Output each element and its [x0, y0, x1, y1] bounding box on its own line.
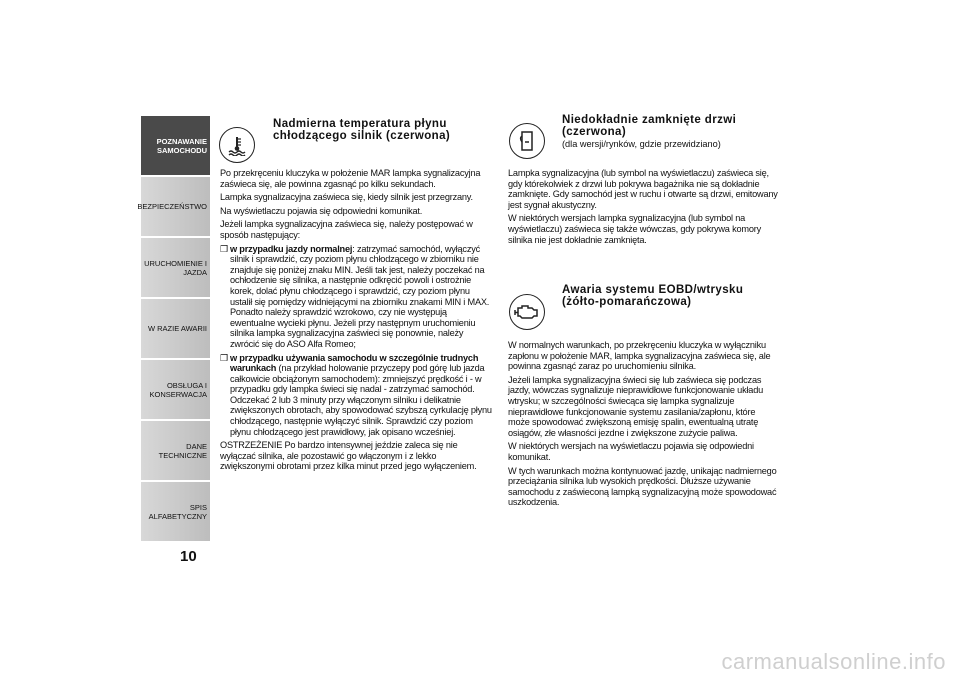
section-title-doors: Niedokładnie zamknięte drzwi (czerwona) — [562, 114, 737, 138]
paragraph: Lampka sygnalizacyjna zaświeca się, kiedy silnik jest przegrzany. — [220, 192, 473, 203]
section-title-eobd: Awaria systemu EOBD/wtrysku (żółto-pomarańczowa) — [562, 284, 744, 308]
paragraph: W niektórych wersjach lampka sygnalizacyjna (lub symbol na wyświetlaczu) zaświeca się także wówczas, gdy pokrywa komory silnika nie jest dokładnie zamknięta. — [508, 213, 761, 245]
engine-check-icon — [509, 294, 545, 330]
coolant-temperature-icon — [219, 127, 255, 163]
watermark: carmanualsonline.info — [721, 649, 946, 674]
tab-uruchomienie-jazda[interactable]: URUCHOMIENIE I JAZDA — [141, 238, 210, 297]
paragraph: Jeżeli lampka sygnalizacyjna zaświeca się, należy postępować w sposób następujący: — [220, 219, 473, 240]
chapter-sidebar — [137, 116, 210, 543]
checkbox-bullet-icon: ❒ — [220, 243, 228, 254]
section-subtitle-doors: (dla wersji/rynków, gdzie przewidziano) — [562, 139, 721, 149]
list-item — [220, 244, 492, 350]
list-item — [220, 353, 492, 438]
list-item-lead: w przypadku używania samochodu w szczególnie trudnych warunkach — [230, 352, 479, 374]
paragraph: Po przekręceniu kluczyka w położenie MAR lampka sygnalizacyjna zaświeca się, ale powinna zgasnąć po kilku sekundach. — [220, 168, 481, 189]
paragraph: W niektórych wersjach na wyświetlaczu pojawia się odpowiedni komunikat. — [508, 441, 754, 462]
paragraph: W normalnych warunkach, po przekręceniu kluczyka w wyłączniku zapłonu w położenie MAR, lampka sygnalizacyjna zaświeca się, ale powinna zgasnąć zaraz po uruchomieniu silnika. — [508, 340, 771, 372]
warning-paragraph: OSTRZEŻENIE Po bardzo intensywnej jeździe zaleca się nie wyłączać silnika, ale pozostawić go włączonym i z lekko zwiększonymi obrotami przez kilka minut przed jego wyłączeniem. — [220, 440, 477, 472]
tab-w-razie-awarii[interactable]: W RAZIE AWARII — [141, 299, 210, 358]
section-body-coolant — [220, 168, 492, 475]
section-body-doors — [508, 168, 778, 248]
tab-dane-techniczne[interactable]: DANE TECHNICZNE — [141, 421, 210, 480]
door-open-icon — [509, 123, 545, 159]
checkbox-bullet-icon: ❒ — [220, 352, 228, 363]
tab-spis-alfabetyczny[interactable]: SPIS ALFABETYCZNY — [141, 482, 210, 541]
list-item-text: (na przykład holowanie przyczepy pod górę lub jazda całkowicie obciążonym samochodem): zmniejszyć prędkość i - w przypadku gdy lampka świeci się nadal - zatrzymać samochód. Odczekać 2 lub 3 minuty przy włączonym silniku i delikatnie zwiększonych obrotach, aby spowodować szybszą cyrkulację płynu chłodzącego, następnie wyłączyć silnik. Sprawdzić czy poziom płynu chłodzącego jest prawidłowy, jak opisano wcześniej. — [230, 363, 492, 437]
page-number: 10 — [180, 548, 197, 565]
section-title-coolant: Nadmierna temperatura płynu chłodzącego silnik (czerwona) — [273, 118, 451, 142]
paragraph: Na wyświetlaczu pojawia się odpowiedni komunikat. — [220, 205, 423, 216]
list-item-lead: w przypadku jazdy normalnej — [230, 243, 353, 254]
section-body-eobd — [508, 340, 778, 511]
paragraph: Jeżeli lampka sygnalizacyjna świeci się lub zaświeca się podczas jazdy, wówczas sygnalizuje nieprawidłowe funkcjonowanie układu wtrysku; w szczególności świecąca się lampka sygnalizuje nieprawidłowe funkcjonowanie systemu zasilania/zapłonu, które może spowodować zwiększoną emisję spalin, ewentualną utratę osiągów, złe własności jezdne i zwiększone zużycie paliwa. — [508, 374, 764, 438]
tab-bezpieczenstwo[interactable]: BEZPIECZEŃSTWO — [141, 177, 210, 236]
list-item-text: : zatrzymać samochód, wyłączyć silnik i sprawdzić, czy poziom płynu chłodzącego w zbiorniku nie znajduje się poniżej znaku MIN. Jeśli tak jest, należy poczekać na ochłodzenie się silnika, a następnie odkręcić powoli i ostrożnie korek, dolać płynu chłodzącego i sprawdzić, czy poziom płynu ustalił się pomiędzy widniejącymi na zbiorniku znakami MIN i MAX. Ponadto należy sprawdzić wzrokowo, czy nie występują ewentualne wycieki płynu. Jeżeli przy następnym uruchomieniu silnika lampka sygnalizacyjna zaświeci się ponownie, należy zwrócić się do ASO Alfa Romeo; — [230, 243, 490, 349]
paragraph: Lampka sygnalizacyjna (lub symbol na wyświetlaczu) zaświeca się, gdy którekolwiek z drzwi lub pokrywa bagażnika nie są dokładnie zamknięte. Gdy samochód jest w ruchu i otwarte są drzwi, emitowany jest sygnał akustyczny. — [508, 168, 778, 210]
tab-obsluga-konserwacja[interactable]: OBSŁUGA I KONSERWACJA — [141, 360, 210, 419]
tab-poznawanie-samochodu[interactable]: POZNAWANIE SAMOCHODU — [141, 116, 210, 175]
paragraph: W tych warunkach można kontynuować jazdę, unikając nadmiernego przeciążania silnika lub wysokich prędkości. Dłuższe używanie samochodu z zaświeconą lampką sygnalizacyjną może spowodować uszkodzenia. — [508, 465, 777, 508]
